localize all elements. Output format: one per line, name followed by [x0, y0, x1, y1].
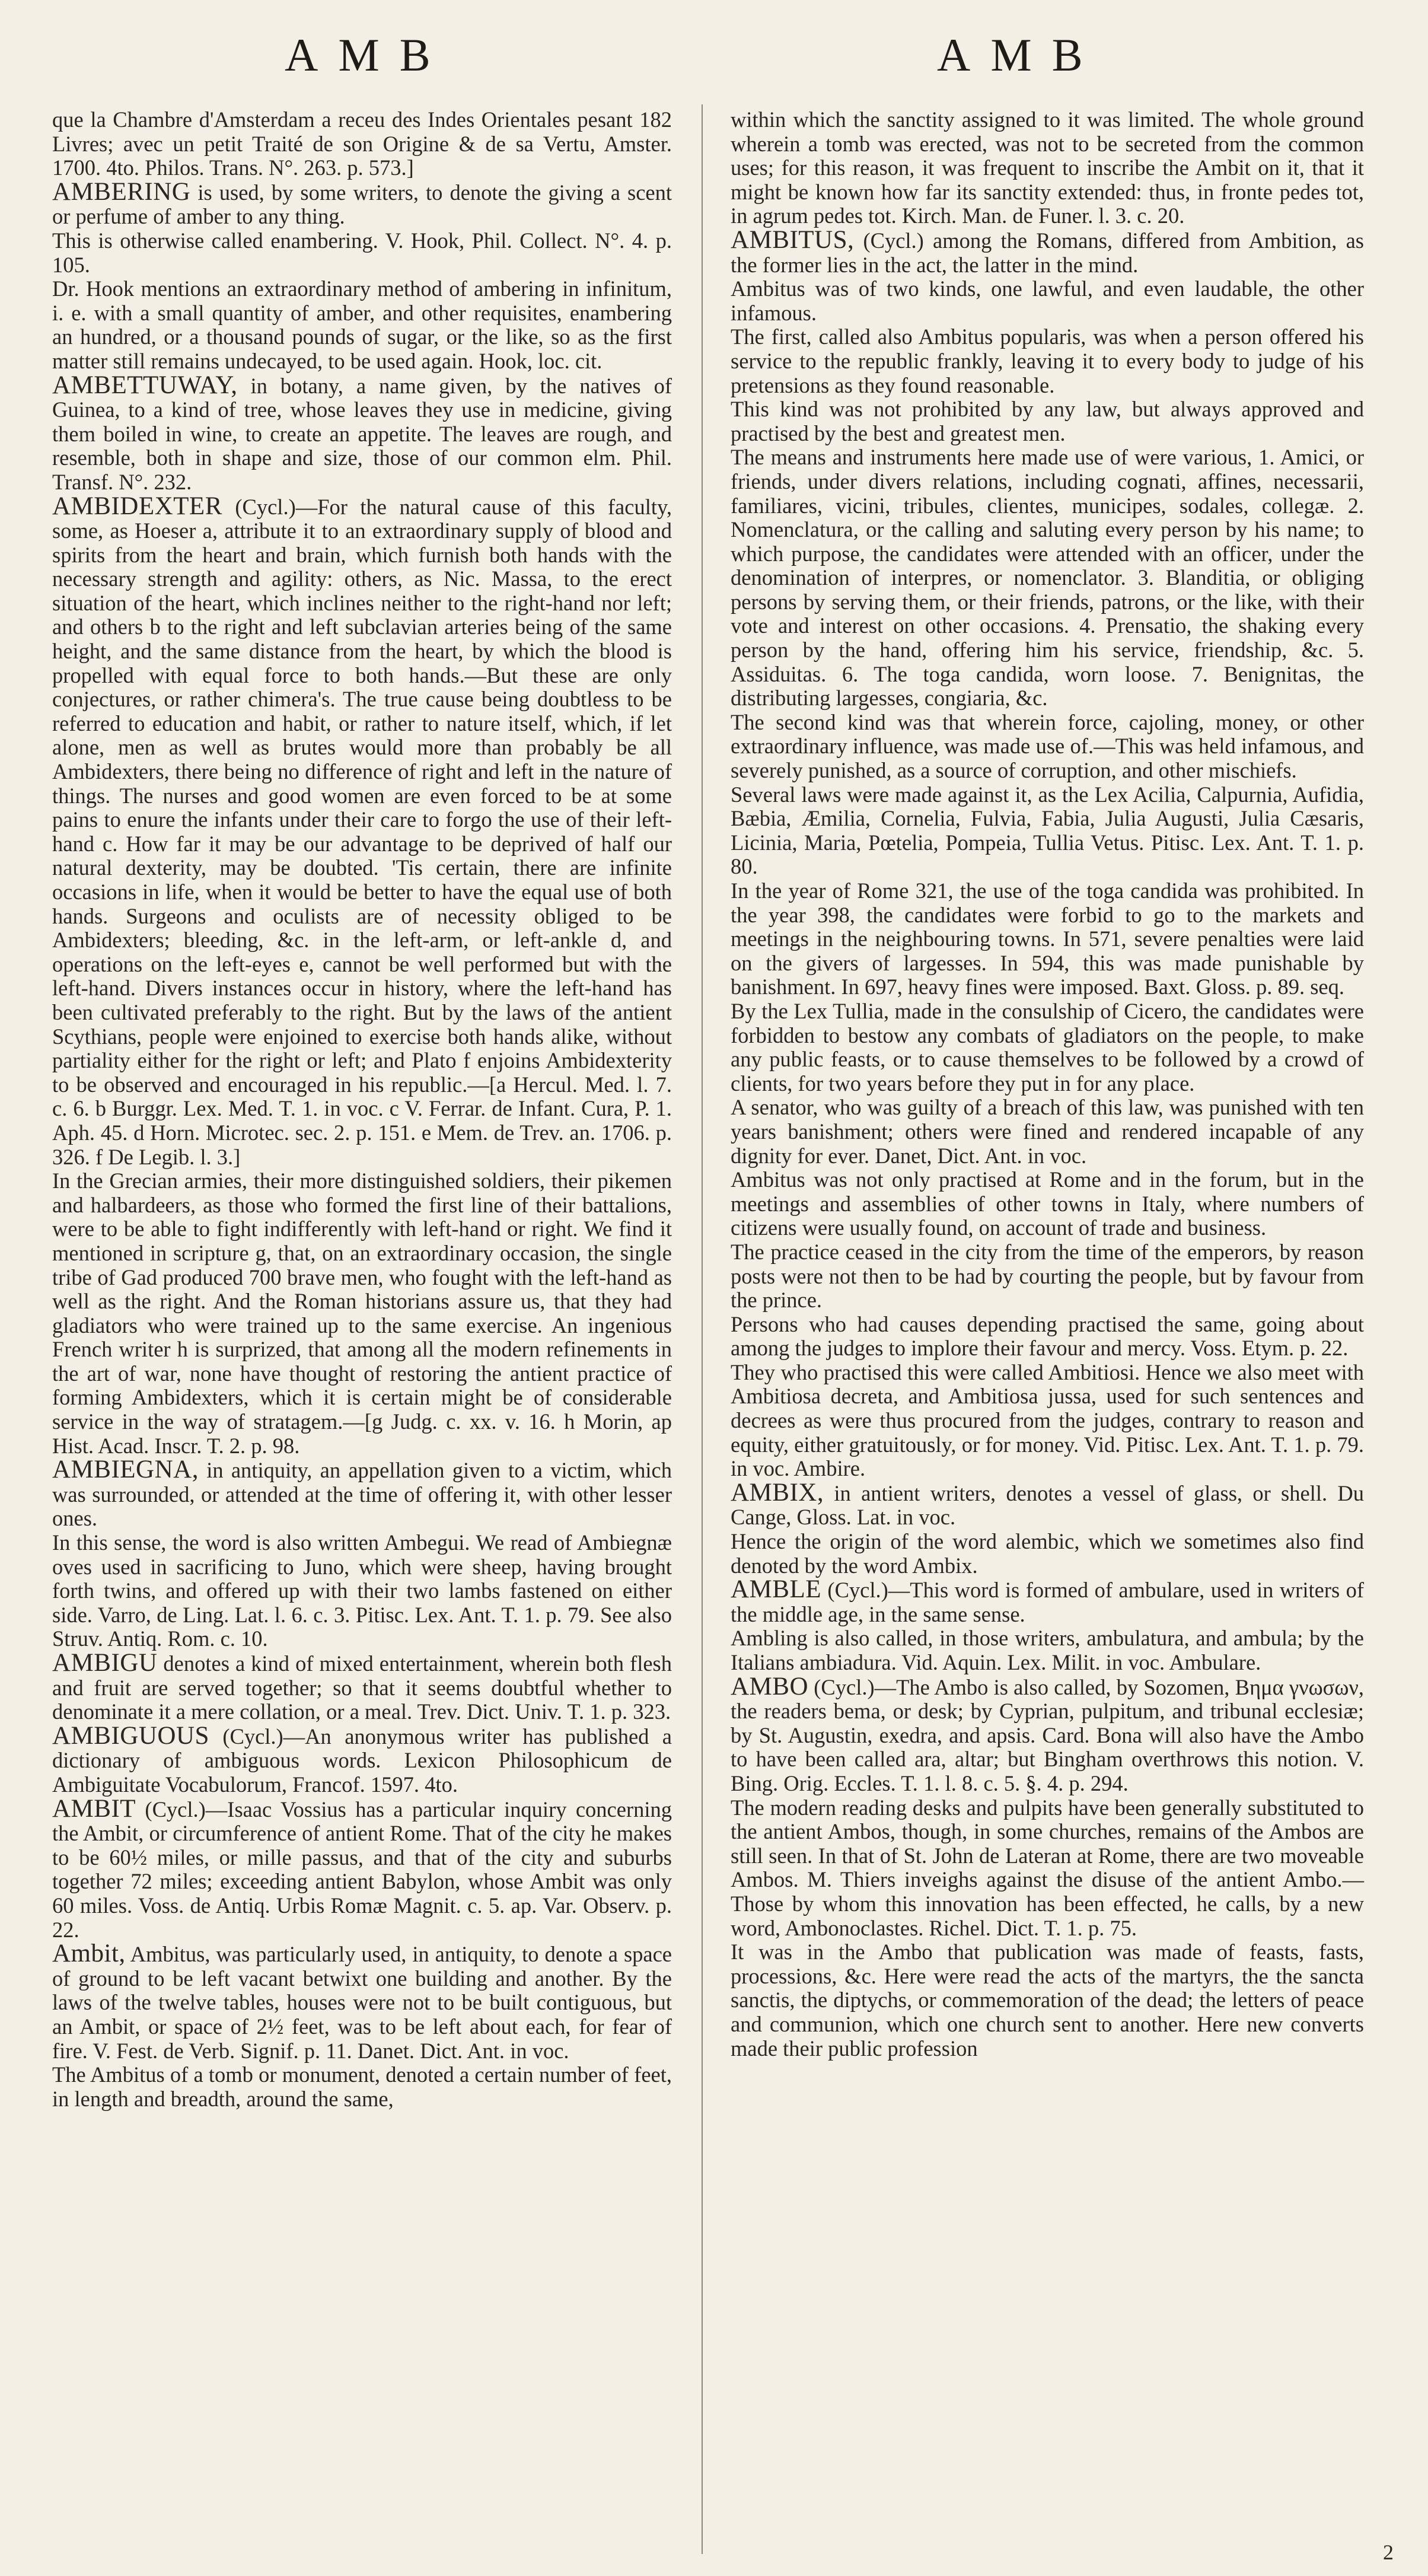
headword: AMBIT [52, 1794, 136, 1823]
entry-paragraph [731, 999, 1364, 1096]
entry-text: in botany, a name given, by the natives of Guinea, to a kind of tree, whose leaves they use in medicine, giving them boiled in wine, to create an appetite. The leaves are rough, and resemble, both in shape and size, those of our common elm. Phil. Transf. N°. 232. [52, 373, 672, 494]
dictionary-entry [52, 1942, 672, 2063]
dictionary-entry [52, 492, 672, 1170]
entry-text: The first, called also Ambitus popularis, was when a person offered his service to the republic frankly, leaving it to every body to judge of his pretensions as they found reasonable. [731, 324, 1364, 397]
entry-paragraph [731, 1796, 1364, 1941]
dictionary-entry [52, 1721, 672, 1797]
entry-text: (Cycl.)—The Ambo is also called, by Sozomen, Βημα γνωσων, the readers bema, or desk; by Cyprian, pulpitum, and tribunal ecclesiæ; by St. Augustin, exedra, and apsis. Card. Bona will also have the Ambo to have been called ara, altar; but Bingham overthrows this notion. V. Bing. Orig. Eccles. T. 1. l. 8. c. 5. §. 4. p. 294. [731, 1674, 1364, 1795]
entry-paragraph [731, 1313, 1364, 1361]
headword: AMBLE [731, 1575, 821, 1604]
entry-text: Dr. Hook mentions an extraordinary method of ambering in infinitum, i. e. with a small quantity of amber, and other requisites, enambering an hundred, or a thousand pounds of sugar, or the like, so as the first matter still remains undecayed, to be used again. Hook, loc. cit. [52, 276, 672, 373]
entry-text: Ambling is also called, in those writers, ambulatura, and ambula; by the Italians ambiadura. Vid. Aquin. Lex. Milit. in voc. Ambulare. [731, 1626, 1364, 1674]
headword: AMBIEGNA, [52, 1456, 199, 1484]
headword: AMBERING [52, 177, 191, 206]
entry-paragraph [52, 277, 672, 373]
headword: AMBIGUOUS [52, 1721, 209, 1750]
entry-text: This kind was not prohibited by any law, but always approved and practised by the best and greatest men. [731, 397, 1364, 445]
dictionary-entry [52, 371, 672, 495]
entry-text: is used, by some writers, to denote the giving a scent or perfume of amber to any thing. [52, 180, 672, 229]
entry-text: (Cycl.)—For the natural cause of this faculty, some, as Hoeser a, attribute it to an extraordinary supply of blood and spirits from the heart and brain, which furnish both hands with the necessary strength and agility: others, as Nic. Massa, to the erect situation of the heart, which inclines neither to the right-hand nor left; and others b to the right and left subclavian arteries being of the same height, and the same distance from the heart, by which the blood is propelled with equal force to both hands.—But these are only conjectures, or rather chimera's. The true cause being doubtless to be referred to education and habit, or rather to nature itself, which, if let alone, men as well as brutes would more than probably be all Ambidexters, there being no difference of right and left in the nature of things. The nurses and good women are even forced to be at some pains to enure the infants under their care to forgo the use of their left-hand c. How far it may be our advantage to be deprived of half our natural dexterity, may be doubted. 'Tis certain, there are infinite occasions in life, when it would be better to have the equal use of both hands. Surgeons and oculists are of necessity obliged to be Ambidexters; bleeding, &c. in the left-arm, or left-ankle d, and operations on the left-eyes e, cannot be well performed but with the left-hand. Divers instances occur in history, where the left-hand has been cultivated preferably to the right. But by the laws of the antient Scythians, people were enjoined to exercise both hands alike, without partiality either for the right or left; and Plato f enjoins Ambidexterity to be observed and encouraged in his republic.—[a Hercul. Med. l. 7. c. 6. b Burggr. Lex. Med. T. 1. in voc. c V. Ferrar. de Infant. Cura, P. 1. Aph. 45. d Horn. Microtec. sec. 2. p. 151. e Mem. de Trev. an. 1706. p. 326. f De Legib. l. 3.] [52, 494, 672, 1169]
entry-text: They who practised this were called Ambitiosi. Hence we also meet with Ambitiosa decreta, and Ambitiosa jussa, used for such sentences and decrees as were thus procured from the judges, contrary to reason and equity, either gratuitously, or for money. Vid. Pitisc. Lex. Ant. T. 1. p. 79. in voc. Ambire. [731, 1359, 1364, 1481]
entry-text: The modern reading desks and pulpits have been generally substituted to the antient Ambos, though, in some churches, remains of the Ambos are still seen. In that of St. John de Lateran at Rome, there are two moveable Ambos. M. Thiers inveighs against the disuse of the antient Ambo.— Those by whom this innovation has been effected, he calls, by a new word, Ambonoclastes. Richel. Dict. T. 1. p. 75. [731, 1795, 1364, 1940]
entry-paragraph [731, 445, 1364, 711]
entry-paragraph [52, 1531, 672, 1651]
entry-text: This is otherwise called enambering. V. Hook, Phil. Collect. N°. 4. p. 105. [52, 228, 672, 277]
headword: AMBITUS, [731, 225, 855, 254]
column-divider [702, 104, 703, 2554]
entry-text: Persons who had causes depending practised the same, going about among the judges to implore their favour and mercy. Voss. Etym. p. 22. [731, 1311, 1364, 1361]
entry-text: Hence the origin of the word alembic, which we sometimes also find denoted by the word Ambix. [731, 1529, 1364, 1578]
entry-text: Ambitus was not only practised at Rome and in the forum, but in the meetings and assemblies of other towns in Italy, where numbers of citizens were usually found, on account of trade and business. [731, 1167, 1364, 1240]
entry-paragraph [52, 2063, 672, 2111]
left-column [52, 108, 672, 2111]
entry-paragraph [731, 879, 1364, 999]
entry-text: In the year of Rome 321, the use of the toga candida was prohibited. In the year 398, the candidates were forbid to go to the markets and meetings in the neighbouring towns. In 571, severe penalties were laid on the givers of largesses. In 594, this was made punishable by banishment. In 697, heavy fines were imposed. Baxt. Gloss. p. 89. seq. [731, 878, 1364, 999]
running-head-right: AMB [937, 29, 1103, 81]
entry-paragraph [52, 108, 672, 180]
entry-text: (Cycl.) among the Romans, differed from Ambition, as the former lies in the act, the latter in the mind. [731, 228, 1364, 277]
entry-text: The practice ceased in the city from the time of the emperors, by reason posts were not then to be had by courting the people, but by favour from the prince. [731, 1239, 1364, 1313]
entry-paragraph [731, 1530, 1364, 1578]
entry-text: que la Chambre d'Amsterdam a receu des Indes Orientales pesant 182 Livres; avec un petit Traité de son Origine & de sa Vertu, Amster. 1700. 4to. Philos. Trans. N°. 263. p. 573.] [52, 107, 672, 180]
dictionary-entry [52, 177, 672, 229]
entry-text: In this sense, the word is also written Ambegui. We read of Ambiegnæ oves used in sacrificing to Juno, which were sheep, having brought forth twins, and offered up with their two lambs fastened on either side. Varro, de Ling. Lat. l. 6. c. 3. Pitisc. Lex. Ant. T. 1. p. 79. See also Struv. Antiq. Rom. c. 10. [52, 1530, 672, 1651]
entry-text: within which the sanctity assigned to it was limited. The whole ground wherein a tomb was erected, was not to be secreted from the common uses; for this reason, it was frequent to inscribe the Ambit on it, that it might be known how far its sanctity extended: thus, in fronte pedes tot, in agrum pedes tot. Kirch. Man. de Funer. l. 3. c. 20. [731, 107, 1364, 228]
entry-text: It was in the Ambo that publication was made of feasts, fasts, processions, &c. Here were read the acts of the martyrs, the the sancta sanctis, the diptychs, or commemoration of the dead; the letters of peace and communion, which one church sent to another. Here new converts made their public profession [731, 1940, 1364, 2061]
entry-paragraph [731, 325, 1364, 397]
entry-text: in antiquity, an appellation given to a victim, which was surrounded, or attended at the time of offering it, with other lesser ones. [52, 1458, 672, 1531]
entry-paragraph [731, 783, 1364, 879]
entry-paragraph [731, 108, 1364, 228]
dictionary-entry [731, 1575, 1364, 1626]
entry-paragraph [731, 1626, 1364, 1674]
entry-paragraph [731, 711, 1364, 783]
entry-text: (Cycl.)—This word is formed of ambulare, used in writers of the middle age, in the same sense. [731, 1578, 1364, 1626]
dictionary-entry [731, 225, 1364, 277]
entry-paragraph [52, 1169, 672, 1458]
entry-text: denotes a kind of mixed entertainment, wherein both flesh and fruit are served together; so that it seems doubtful whether to denominate it a mere collation, or a meal. Trev. Dict. Univ. T. 1. p. 323. [52, 1651, 672, 1724]
headword: Ambit, [52, 1940, 126, 1968]
headword: AMBIGU [52, 1649, 158, 1677]
running-head-left: AMB [285, 29, 451, 81]
entry-text: Several laws were made against it, as the Lex Acilia, Calpurnia, Aufidia, Bæbia, Æmilia, Cornelia, Fulvia, Fabia, Julia Augusti, Julia Cæsaris, Licinia, Maria, Pœtelia, Pompeia, Tullia Vetus. Pitisc. Lex. Ant. T. 1. p. 80. [731, 782, 1364, 879]
right-column [731, 108, 1364, 2061]
entry-text: (Cycl.)—An anonymous writer has published a dictionary of ambiguous words. Lexicon Philosophicum de Ambiguitate Vocabulorum, Francof. 1597. 4to. [52, 1724, 672, 1797]
dictionary-entry [52, 1651, 672, 1724]
entry-paragraph [731, 397, 1364, 445]
headword: AMBETTUWAY, [52, 371, 238, 399]
dictionary-entry [52, 1458, 672, 1531]
entry-text: The Ambitus of a tomb or monument, denoted a certain number of feet, in length and breadth, around the same, [52, 2062, 672, 2111]
entry-text: A senator, who was guilty of a breach of this law, was punished with ten years banishment; others were fined and rendered incapable of any dignity for ever. Danet, Dict. Ant. in voc. [731, 1095, 1364, 1168]
entry-paragraph [731, 1940, 1364, 2061]
entry-text: In the Grecian armies, their more distinguished soldiers, their pikemen and halbardeers, as those who formed the first line of their battalions, were to be able to fight indifferently with left-hand or right. We find it mentioned in scripture g, that, on an extraordinary occasion, the single tribe of Gad produced 700 brave men, who fought with the left-hand as well as the right. And the Roman historians assure us, that they had gladiators who were trained up to the same exercise. An ingenious French writer h is surprized, that among all the modern refinements in the art of war, none have thought of restoring the antient practice of forming Ambidexters, which it is certain might be of considerable service in the way of stratagem.—[g Judg. c. xx. v. 16. h Morin, ap Hist. Acad. Inscr. T. 2. p. 98. [52, 1168, 672, 1458]
entry-text: The means and instruments here made use of were various, 1. Amici, or friends, under divers relations, including cognati, affines, necessarii, familiares, vicini, tribules, clientes, municipes, sodales, collegæ. 2. Nomenclatura, or the calling and saluting every person by his name; to which purpose, the candidates were attended with an officer, under the denomination of interpres, or nomenclator. 3. Blanditia, or obliging persons by serving them, or their friends, patrons, or the like, with their vote and interest on other occasions. 4. Prensatio, the shaking every person by the hand, offering him his service, friendship, &c. 5. Assiduitas. 6. The toga candida, worn loose. 7. Benignitas, the distributing largesses, congiaria, &c. [731, 445, 1364, 711]
entry-text: Ambitus, was particularly used, in antiquity, to denote a space of ground to be left vacant betwixt one building and another. By the laws of the twelve tables, houses were not to be built contiguous, but an Ambit, or space of 2½ feet, was to be left about each, for fear of fire. V. Fest. de Verb. Signif. p. 11. Danet. Dict. Ant. in voc. [52, 1942, 672, 2063]
entry-paragraph [731, 277, 1364, 325]
entry-text: in antient writers, denotes a vessel of glass, or shell. Du Cange, Gloss. Lat. in voc. [731, 1480, 1364, 1530]
headword: AMBIDEXTER [52, 492, 222, 520]
entry-text: Ambitus was of two kinds, one lawful, and even laudable, the other infamous. [731, 276, 1364, 325]
headword: AMBIX, [731, 1478, 824, 1507]
entry-paragraph [731, 1361, 1364, 1481]
headword: AMBO [731, 1672, 809, 1701]
entry-text: The second kind was that wherein force, cajoling, money, or other extraordinary influence, was made use of.—This was held infamous, and severely punished, as a source of corruption, and other mischiefs. [731, 709, 1364, 783]
dictionary-entry [52, 1794, 672, 1943]
entry-paragraph [731, 1240, 1364, 1313]
entry-paragraph [731, 1168, 1364, 1240]
page-number: 2 [1383, 2540, 1394, 2564]
entry-text: By the Lex Tullia, made in the consulship of Cicero, the candidates were forbidden to bestow any combats of gladiators on the people, to make any public feasts, or to cause themselves to be followed by a crowd of clients, for two years before they put in for any place. [731, 998, 1364, 1096]
entry-paragraph [52, 229, 672, 277]
entry-text: (Cycl.)—Isaac Vossius has a particular inquiry concerning the Ambit, or circumference of antient Rome. That of the city he makes to be 60½ miles, or mille passus, and that of the city and suburbs together 72 miles; exceeding antient Babylon, whose Ambit was only 60 miles. Voss. de Antiq. Urbis Romæ Magnit. c. 5. ap. Var. Observ. p. 22. [52, 1797, 672, 1942]
dictionary-entry [731, 1478, 1364, 1530]
dictionary-entry [731, 1672, 1364, 1796]
entry-paragraph [731, 1096, 1364, 1168]
